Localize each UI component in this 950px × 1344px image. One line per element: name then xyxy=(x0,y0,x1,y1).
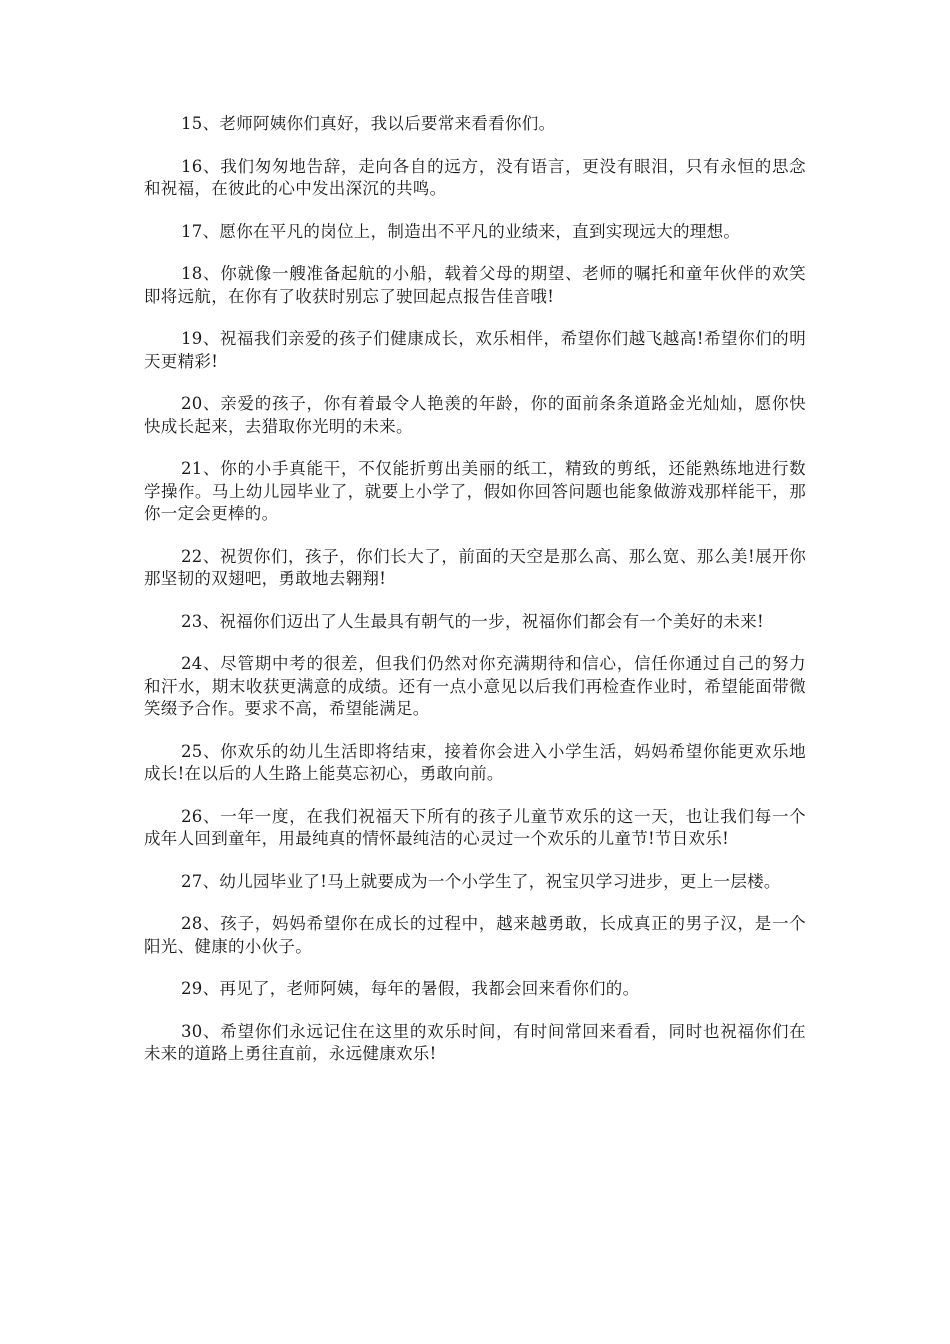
paragraph-15: 15、老师阿姨你们真好，我以后要常来看看你们。 xyxy=(181,114,556,133)
paragraph-29: 29、再见了，老师阿姨，每年的暑假，我都会回来看你们的。 xyxy=(181,979,640,998)
paragraph-18: 18、你就像一艘准备起航的小船，载着父母的期望、老师的嘱托和童年伙伴的欢笑即将远航，在你有了收获时别忘了驶回起点报告佳音哦! xyxy=(144,264,806,306)
paragraph-25: 25、你欢乐的幼儿生活即将结束，接着你会进入小学生活，妈妈希望你能更欢乐地成长!在以后的人生路上能莫忘初心，勇敢向前。 xyxy=(144,741,806,783)
paragraph-20: 20、亲爱的孩子，你有着最令人艳羡的年龄，你的面前条条道路金光灿灿，愿你快快成长起来，去猎取你光明的未来。 xyxy=(144,394,806,436)
paragraph-28: 28、孩子，妈妈希望你在成长的过程中，越来越勇敢，长成真正的男子汉，是一个阳光、健康的小伙子。 xyxy=(144,914,806,956)
paragraph-23: 23、祝福你们迈出了人生最具有朝气的一步，祝福你们都会有一个美好的未来! xyxy=(181,611,764,631)
paragraph-16: 16、我们匆匆地告辞，走向各自的远方，没有语言，更没有眼泪，只有永恒的思念和祝福，在彼此的心中发出深沉的共鸣。 xyxy=(144,156,806,198)
paragraph-24: 24、尽管期中考的很差，但我们仍然对你充满期待和信心，信任你通过自己的努力和汗水，期末收获更满意的成绩。还有一点小意见以后我们再检查作业时，希望能面带微笑缀予合作。要求不高，希望能满足。 xyxy=(144,654,806,718)
paragraph-27: 27、幼儿园毕业了!马上就要成为一个小学生了，祝宝贝学习进步，更上一层楼。 xyxy=(181,871,781,891)
paragraph-19: 19、祝福我们亲爱的孩子们健康成长，欢乐相伴，希望你们越飞越高!希望你们的明天更精彩! xyxy=(144,329,806,371)
paragraph-22: 22、祝贺你们，孩子，你们长大了，前面的天空是那么高、那么宽、那么美!展开你那坚韧的双翅吧，勇敢地去翱翔! xyxy=(144,546,806,588)
document-body xyxy=(144,113,806,1086)
paragraph-17: 17、愿你在平凡的岗位上，制造出不平凡的业绩来，直到实现远大的理想。 xyxy=(181,221,741,241)
paragraph-30: 30、希望你们永远记住在这里的欢乐时间，有时间常回来看看，同时也祝福你们在未来的道路上勇往直前，永远健康欢乐! xyxy=(144,1021,806,1063)
paragraph-21: 21、你的小手真能干，不仅能折剪出美丽的纸工，精致的剪纸，还能熟练地进行数学操作。马上幼儿园毕业了，就要上小学了，假如你回答问题也能象做游戏那样能干，那你一定会更棒的。 xyxy=(144,459,806,523)
paragraph-26: 26、一年一度，在我们祝福天下所有的孩子儿童节欢乐的这一天，也让我们每一个成年人回到童年，用最纯真的情怀最纯洁的心灵过一个欢乐的儿童节!节日欢乐! xyxy=(144,806,806,848)
